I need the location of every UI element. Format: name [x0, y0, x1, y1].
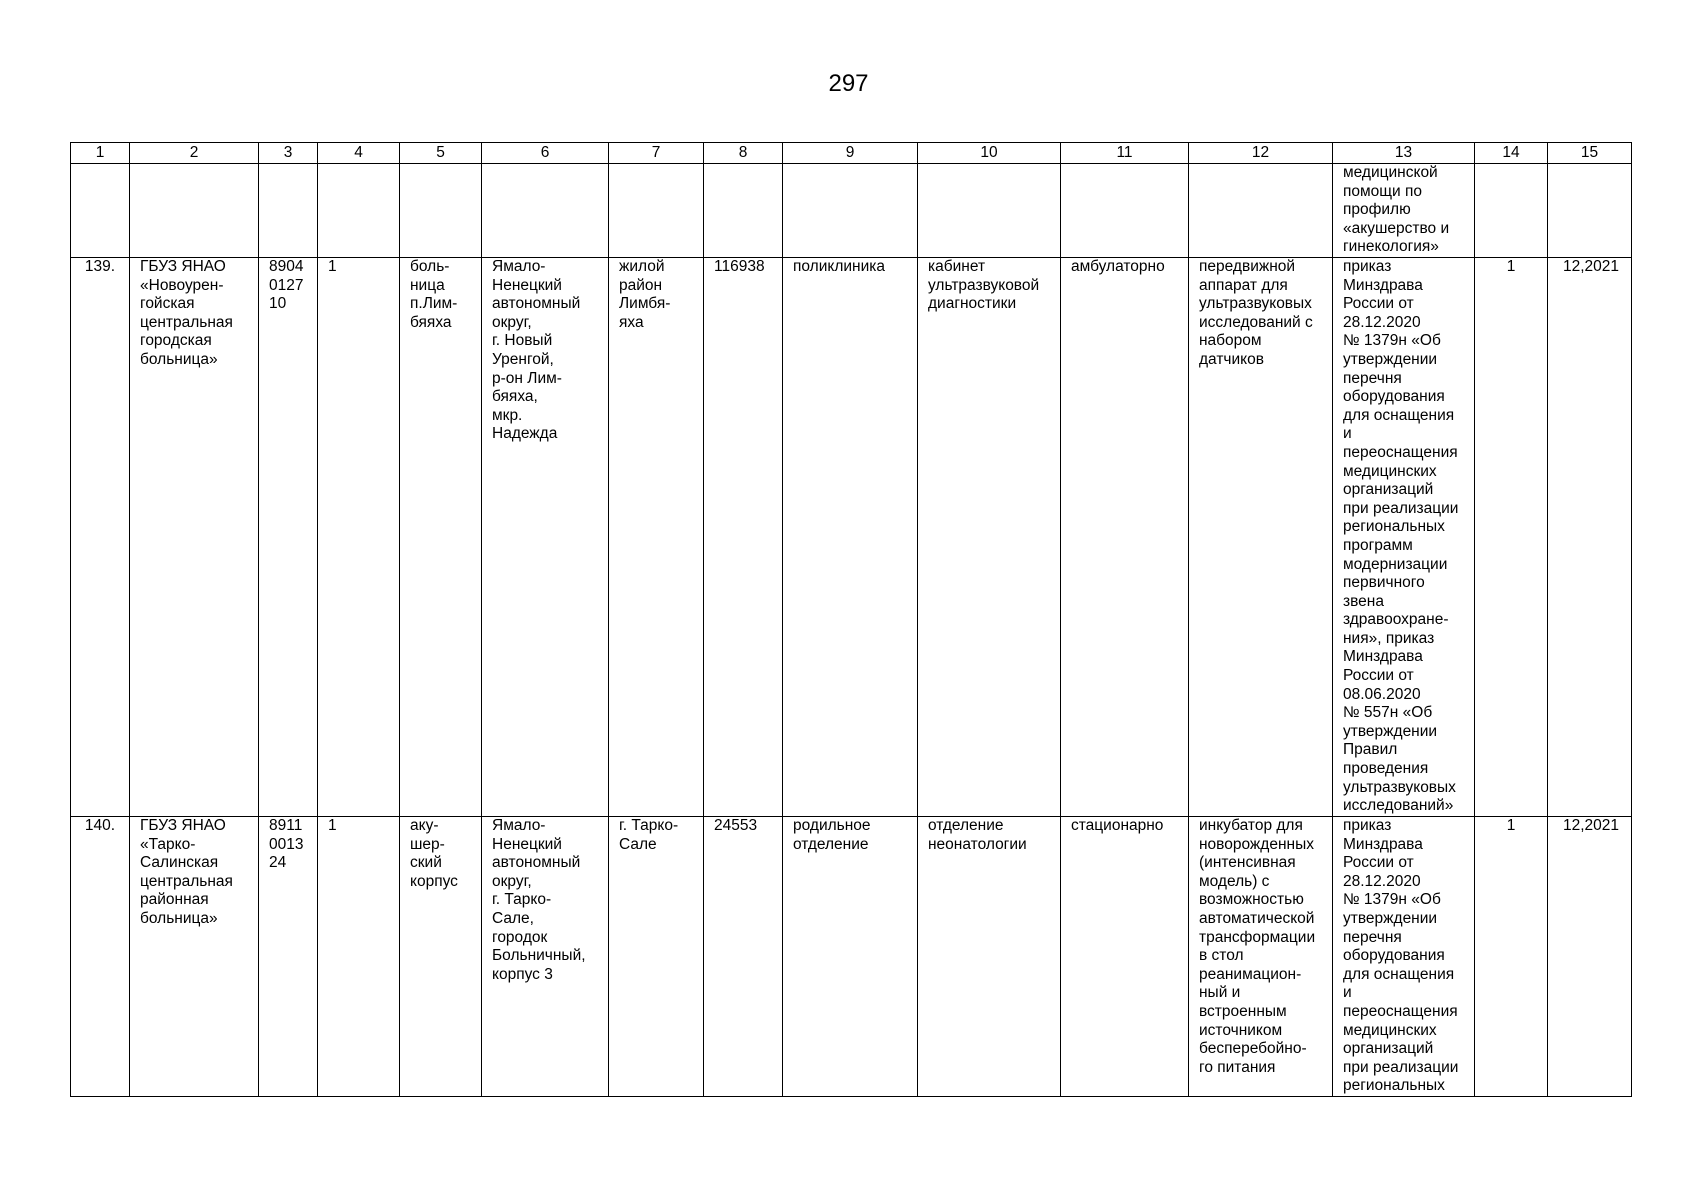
table-cell: 116938	[704, 258, 783, 817]
column-header: 4	[318, 143, 400, 164]
table-cell: амбулаторно	[1061, 258, 1189, 817]
column-header: 1	[71, 143, 130, 164]
table-cell	[1061, 164, 1189, 258]
row-number: 139.	[71, 258, 130, 817]
column-header: 2	[130, 143, 259, 164]
date-cell: 12,2021	[1548, 258, 1632, 817]
table-row	[71, 258, 1632, 817]
table-cell	[482, 164, 609, 258]
table-cell	[71, 164, 130, 258]
column-header: 8	[704, 143, 783, 164]
column-header: 11	[1061, 143, 1189, 164]
address-cell: Ямало- Ненецкий автономный округ, г. Новый Уренгой, р-он Лим- бяяха, мкр. Надежда	[482, 258, 609, 817]
column-header: 15	[1548, 143, 1632, 164]
table-cell: стационарно	[1061, 817, 1189, 1097]
table-cell: отделение неонатологии	[918, 817, 1061, 1097]
column-header: 7	[609, 143, 704, 164]
table-cell: аку- шер- ский корпус	[400, 817, 482, 1097]
equipment-cell: инкубатор для новорожденных (интенсивная модель) с возможностью автоматической трансформации в стол реанимацион- ный и встроенным источником бесперебойно- го питания	[1189, 817, 1333, 1097]
column-number-row	[71, 143, 1632, 164]
table-cell: г. Тарко- Сале	[609, 817, 704, 1097]
table-cell	[783, 164, 918, 258]
table-cell: медицинской помощи по профилю «акушерство и гинекология»	[1333, 164, 1475, 258]
equipment-table	[70, 142, 1632, 1097]
table-cell: 24553	[704, 817, 783, 1097]
quantity-cell: 1	[1475, 258, 1548, 817]
equipment-cell: передвижной аппарат для ультразвуковых исследований с набором датчиков	[1189, 258, 1333, 817]
table-cell: кабинет ультразвуковой диагностики	[918, 258, 1061, 817]
table-cell: 8911 0013 24	[259, 817, 318, 1097]
column-header: 10	[918, 143, 1061, 164]
table-cell	[1189, 164, 1333, 258]
address-cell: Ямало- Ненецкий автономный округ, г. Тарко- Сале, городок Больничный, корпус 3	[482, 817, 609, 1097]
column-header: 9	[783, 143, 918, 164]
column-header: 6	[482, 143, 609, 164]
table-cell	[1475, 164, 1548, 258]
regulation-cell: приказ Минздрава России от 28.12.2020 № 1379н «Об утверждении перечня оборудования для оснащения и переоснащения медицинских организаций при реализации региональных	[1333, 817, 1475, 1097]
table-cell: родильное отделение	[783, 817, 918, 1097]
column-header: 14	[1475, 143, 1548, 164]
regulation-cell: приказ Минздрава России от 28.12.2020 № 1379н «Об утверждении перечня оборудования для оснащения и переоснащения медицинских организаций при реализации региональных программ модернизации первичного звена здравоохране- ния», приказ Минздрава России от 08.06.2020 № 557н «Об утверждении Правил проведения ультразвуковых исследований»	[1333, 258, 1475, 817]
table-cell: жилой район Лимбя- яха	[609, 258, 704, 817]
table-cell: 1	[318, 258, 400, 817]
organization-name: ГБУЗ ЯНАО «Тарко- Салинская центральная районная больница»	[130, 817, 259, 1097]
table-cell: 1	[318, 817, 400, 1097]
date-cell: 12,2021	[1548, 817, 1632, 1097]
table-row	[71, 164, 1632, 258]
table-cell: поликлиника	[783, 258, 918, 817]
table-cell	[1548, 164, 1632, 258]
table-cell: боль- ница п.Лим- бяяха	[400, 258, 482, 817]
table-cell: 8904 0127 10	[259, 258, 318, 817]
page-number: 297	[828, 70, 869, 97]
table-cell	[609, 164, 704, 258]
row-number: 140.	[71, 817, 130, 1097]
table-row	[71, 817, 1632, 1097]
table-cell	[400, 164, 482, 258]
table-cell	[704, 164, 783, 258]
organization-name: ГБУЗ ЯНАО «Новоурен- гойская центральная городская больница»	[130, 258, 259, 817]
column-header: 12	[1189, 143, 1333, 164]
column-header: 5	[400, 143, 482, 164]
column-header: 13	[1333, 143, 1475, 164]
table-cell	[918, 164, 1061, 258]
table-cell	[130, 164, 259, 258]
quantity-cell: 1	[1475, 817, 1548, 1097]
column-header: 3	[259, 143, 318, 164]
table-cell	[318, 164, 400, 258]
table-cell	[259, 164, 318, 258]
